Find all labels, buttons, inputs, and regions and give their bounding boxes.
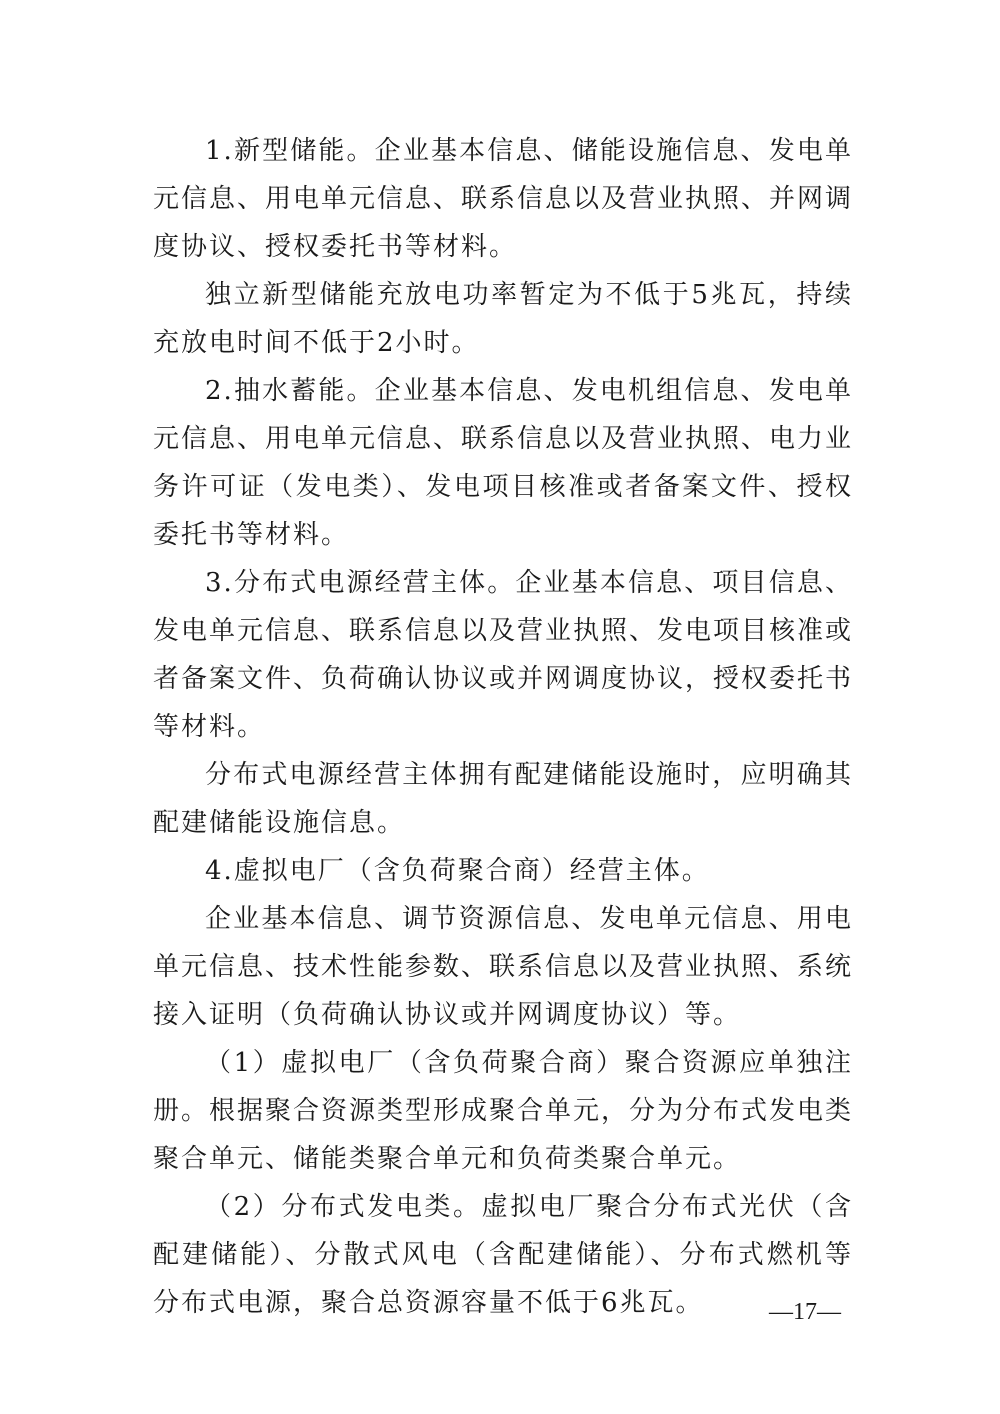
paragraph-pumped-storage: 2.抽水蓄能。企业基本信息、发电机组信息、发电单元信息、用电单元信息、联系信息以及营业执照、电力业务许可证（发电类）、发电项目核准或者备案文件、授权委托书等材料。 [153,376,854,550]
paragraph-vpp-registration: （1）虚拟电厂（含负荷聚合商）聚合资源应单独注册。根据聚合资源类型形成聚合单元，分为分布式发电类聚合单元、储能类聚合单元和负荷类聚合单元。 [153,1048,854,1174]
paragraph-vpp-materials: 企业基本信息、调节资源信息、发电单元信息、用电单元信息、技术性能参数、联系信息以及营业执照、系统接入证明（负荷确认协议或并网调度协议）等。 [153,904,854,1030]
page-number: —17— [769,1299,841,1325]
paragraph-new-energy-storage: 1.新型储能。企业基本信息、储能设施信息、发电单元信息、用电单元信息、联系信息以及营业执照、并网调度协议、授权委托书等材料。 [153,136,854,262]
paragraph-distributed-power: 3.分布式电源经营主体。企业基本信息、项目信息、发电单元信息、联系信息以及营业执照、发电项目核准或者备案文件、负荷确认协议或并网调度协议，授权委托书等材料。 [153,568,854,742]
paragraph-distributed-storage-note: 分布式电源经营主体拥有配建储能设施时，应明确其配建储能设施信息。 [153,760,853,838]
paragraph-distributed-generation: （2）分布式发电类。虚拟电厂聚合分布式光伏（含配建储能）、分散式风电（含配建储能）、分布式燃机等分布式电源，聚合总资源容量不低于6兆瓦。 [153,1192,853,1318]
paragraph-storage-power-requirement: 独立新型储能充放电功率暂定为不低于5兆瓦，持续充放电时间不低于2小时。 [153,280,853,358]
paragraph-virtual-power-plant: 4.虚拟电厂（含负荷聚合商）经营主体。 [205,856,710,886]
document-body [153,127,853,1327]
